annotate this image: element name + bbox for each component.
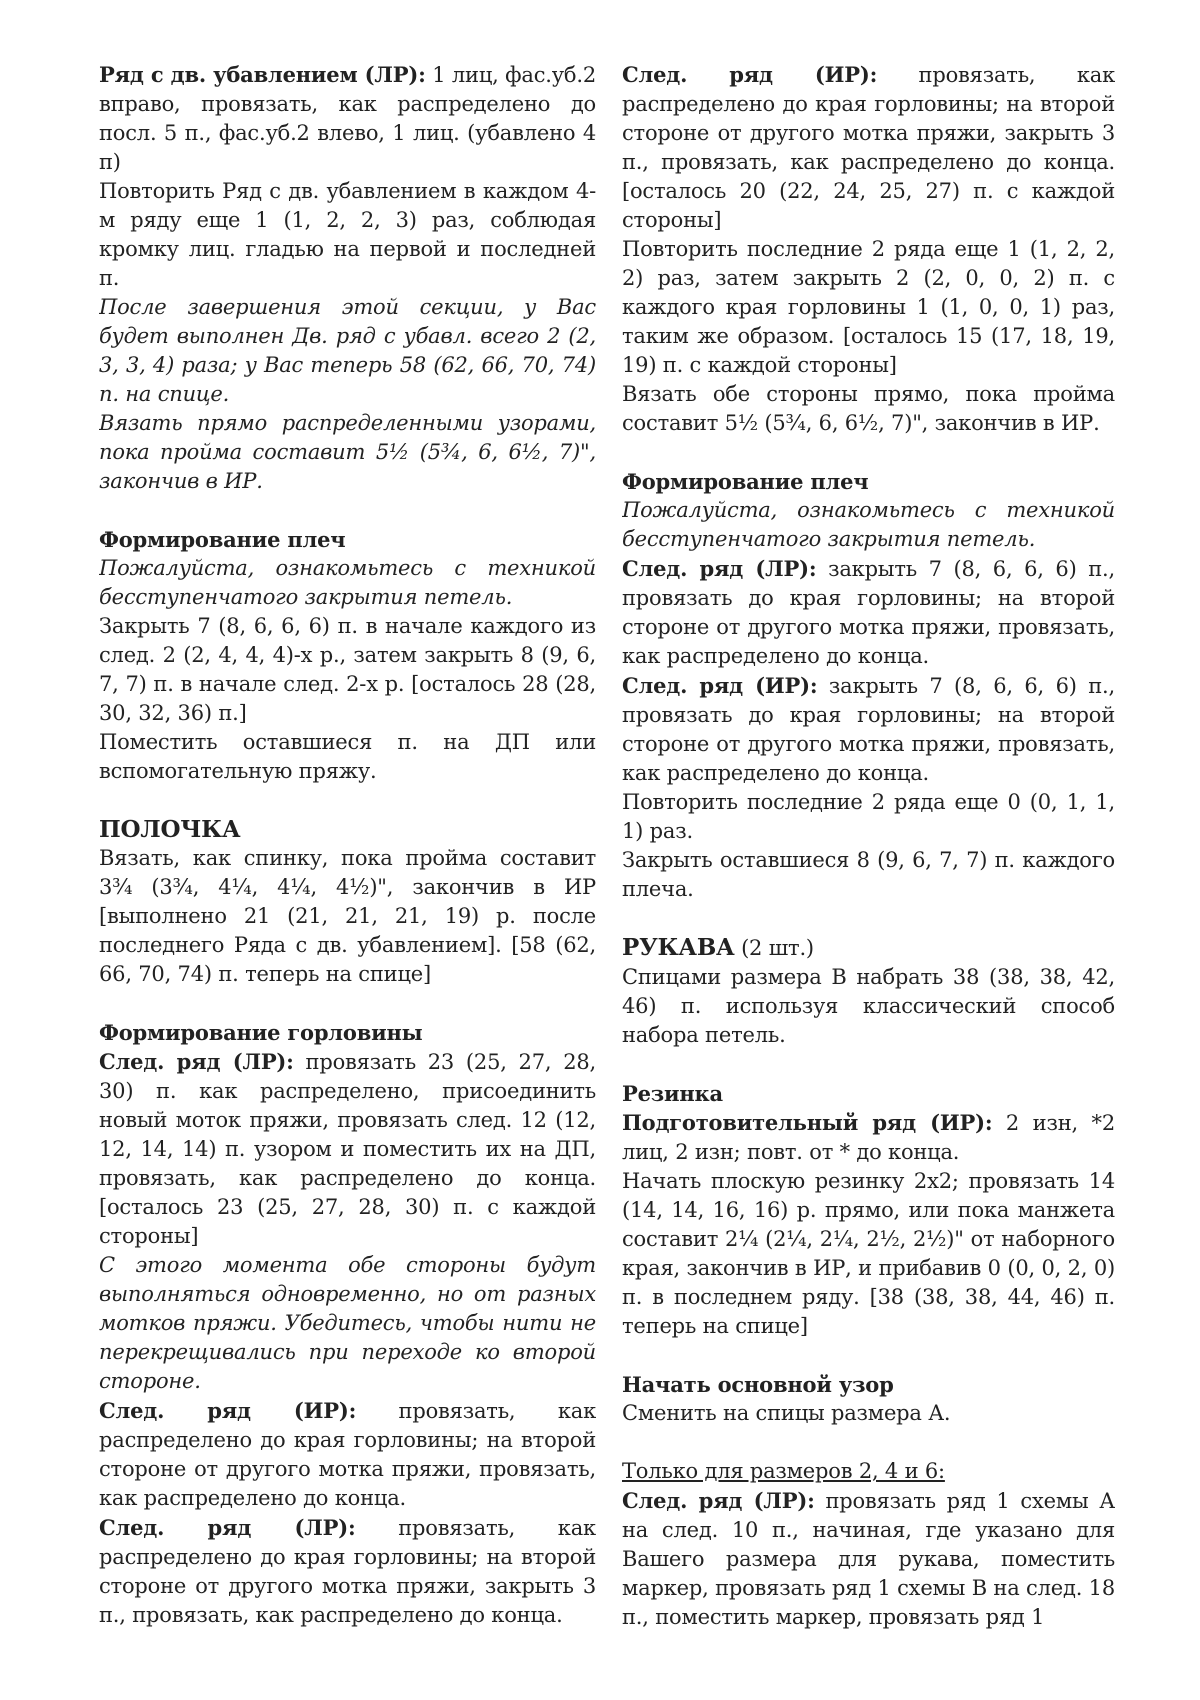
right-column — [622, 60, 1115, 1632]
row-label: Ряд с дв. убавлением (ЛР): — [99, 62, 426, 87]
heading-main-pattern: Начать основной узор — [622, 1372, 894, 1397]
paragraph: Вязать, как спинку, пока пройма составит 3¾ (3¾, 4¼, 4¼, 4½)", закончив в ИР [выполнено 21 (21, 21, 21, 19) р. после последнего Ряда с дв. убавлением]. [58 (62, 66, 70, 74) п. теперь на спице] — [99, 846, 596, 986]
paragraph-repeat: Повторить Ряд с дв. убавлением в каждом 4-м ряду еще 1 (1, 2, 2, 3) раз, соблюдая кромку лиц. гладью на первой и последней п. — [99, 179, 596, 290]
row-label: След. ряд (ИР): — [99, 1398, 357, 1423]
paragraph-row — [622, 671, 1115, 788]
heading-sleeves-title: РУКАВА — [622, 934, 735, 961]
paragraph: Начать плоскую резинку 2х2; провязать 14 (14, 14, 16, 16) р. прямо, или пока манжета составит 2¼ (2¼, 2¼, 2½, 2½)" от наборного края, закончив в ИР, и прибавив 0 (0, 0, 2, 0) п. в последнем ряду. [38 (38, 38, 44, 46) п. теперь на спице] — [622, 1169, 1115, 1338]
paragraph: Спицами размера В набрать 38 (38, 38, 42, 46) п. используя классический способ набора петель. — [622, 965, 1115, 1047]
paragraph-row — [99, 1396, 596, 1513]
row-text: провязать, как распределено до края горловины; на второй стороне от другого мотка пряжи, закрыть 3 п., провязать, как распределено до конца. — [99, 1516, 596, 1627]
paragraph-row — [622, 1108, 1115, 1167]
paragraph: Сменить на спицы размера А. — [622, 1401, 951, 1425]
row-label: Подготовительный ряд (ИР): — [622, 1110, 993, 1135]
row-text: закрыть 7 (8, 6, 6, 6) п., провязать до края горловины; на второй стороне от другого мотка пряжи, провязать, как распределено до конца. — [622, 557, 1115, 668]
heading-shoulders: Формирование плеч — [99, 527, 346, 552]
row-text: 1 лиц, фас.уб.2 вправо, провязать, как распределено до посл. 5 п., фас.уб.2 влево, 1 лиц. (убавлено 4 п) — [99, 63, 596, 174]
paragraph-note: Вязать прямо распределенными узорами, пока пройма составит 5½ (5¾, 6, 6½, 7)", закончив в ИР. — [99, 411, 596, 493]
paragraph-note: Пожалуйста, ознакомьтесь с техникой бесступенчатого закрытия петель. — [99, 556, 596, 609]
paragraph-row — [622, 554, 1115, 671]
row-text: провязать, как распределено до края горловины; на второй стороне от другого мотка пряжи, закрыть 3 п., провязать, как распределено до конца. [осталось 20 (22, 24, 25, 27) п. с каждой стороны] — [622, 63, 1115, 232]
row-label: След. ряд (ЛР): — [622, 1488, 815, 1513]
paragraph: Повторить последние 2 ряда еще 1 (1, 2, 2, 2) раз, затем закрыть 2 (2, 0, 0, 2) п. с каждого края горловины 1 (1, 0, 0, 1) раз, таким же образом. [осталось 15 (17, 18, 19, 19) п. с каждой стороны] — [622, 237, 1115, 377]
row-text: закрыть 7 (8, 6, 6, 6) п., провязать до края горловины; на второй стороне от другого мотка пряжи, провязать, как распределено до конца. — [622, 674, 1115, 785]
paragraph-double-decrease — [99, 60, 596, 177]
left-column — [99, 60, 596, 1630]
row-text: провязать, как распределено до края горловины; на второй стороне от другого мотка пряжи, провязать, как распределено до конца. — [99, 1399, 596, 1510]
row-text: провязать ряд 1 схемы А на след. 10 п., начиная, где указано для Вашего размера для рукава, поместить маркер, провязать ряд 1 схемы В на след. 18 п., поместить маркер, провязать ряд 1 — [622, 1489, 1115, 1629]
paragraph: Вязать обе стороны прямо, пока пройма составит 5½ (5¾, 6, 6½, 7)", закончив в ИР. — [622, 382, 1115, 435]
sizes-note: Только для размеров 2, 4 и 6: — [622, 1459, 945, 1483]
heading-shoulders: Формирование плеч — [622, 469, 869, 494]
row-label: След. ряд (ЛР): — [622, 556, 817, 581]
heading-neck: Формирование горловины — [99, 1020, 423, 1045]
paragraph-row — [622, 1486, 1115, 1632]
paragraph-row — [99, 1513, 596, 1630]
row-text: провязать 23 (25, 27, 28, 30) п. как распределено, присоединить новый моток пряжи, провязать след. 12 (12, 12, 14, 14) п. узором и поместить их на ДП, провязать, как распределено до конца. [осталось 23 (25, 27, 28, 30) п. с каждой стороны] — [99, 1050, 596, 1248]
heading-sleeves — [622, 933, 1115, 963]
row-label: След. ряд (ЛР): — [99, 1515, 356, 1540]
paragraph-row — [99, 1047, 596, 1251]
heading-front: ПОЛОЧКА — [99, 816, 241, 843]
row-text: 2 изн, *2 лиц, 2 изн; повт. от * до конца. — [622, 1111, 1115, 1164]
paragraph-note: Пожалуйста, ознакомьтесь с техникой бесступенчатого закрытия петель. — [622, 498, 1115, 551]
paragraph-note: С этого момента обе стороны будут выполняться одновременно, но от разных мотков пряжи. Убедитесь, чтобы нити не перекрещивались при переходе ко второй стороне. — [99, 1253, 596, 1393]
heading-rib: Резинка — [622, 1081, 723, 1106]
row-label: След. ряд (ИР): — [622, 62, 878, 87]
paragraph: Поместить оставшиеся п. на ДП или вспомогательную пряжу. — [99, 730, 596, 783]
row-label: След. ряд (ИР): — [622, 673, 818, 698]
paragraph-row — [622, 60, 1115, 235]
paragraph: Закрыть 7 (8, 6, 6, 6) п. в начале каждого из след. 2 (2, 4, 4, 4)-х р., затем закрыть 8 (9, 6, 7, 7) п. в начале след. 2-х р. [осталось 28 (28, 30, 32, 36) п.] — [99, 614, 596, 725]
row-label: След. ряд (ЛР): — [99, 1049, 294, 1074]
heading-sleeves-note: (2 шт.) — [734, 936, 814, 960]
paragraph: Повторить последние 2 ряда еще 0 (0, 1, 1, 1) раз. — [622, 790, 1115, 843]
paragraph-note: После завершения этой секции, у Вас будет выполнен Дв. ряд с убавл. всего 2 (2, 3, 3, 4) раза; у Вас теперь 58 (62, 66, 70, 74) п. на спице. — [99, 295, 596, 406]
paragraph: Закрыть оставшиеся 8 (9, 6, 7, 7) п. каждого плеча. — [622, 848, 1115, 901]
